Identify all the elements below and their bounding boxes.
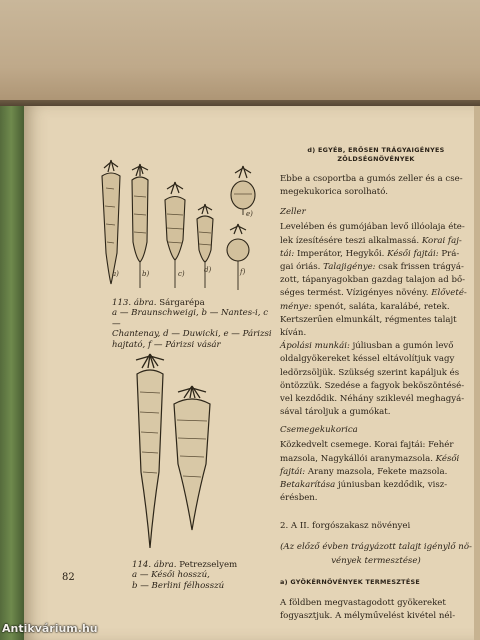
a-line-6: sával tároljuk a gumókat. [280,407,391,418]
figure-113-line-3: hajtató, f — Párizsi vásár [112,339,221,350]
label-b: b) [142,270,150,278]
a-line-1b: júliusban a gumón levő [349,341,454,352]
c-line-4a: Betakarítása [280,480,336,491]
carrot-e-illustration [228,164,258,216]
csemegekukorica-title: Csemegekukorica [280,425,358,436]
section-2-note [280,541,472,567]
figure-114-caption [132,560,262,591]
z-line-5: zott, tápanyagokban gazdag talajon ad bő- [280,275,466,286]
csemegekukorica-paragraph [280,439,472,505]
a-line-4: öntözzük. Szedése a fagyok beköszöntésé- [280,380,465,391]
c-line-2a: mazsola, Nagykállói aranymazsola. [280,453,436,464]
z-line-7a: ménye: [280,301,312,312]
figure-114-line-2: b — Berlini félhosszú [132,580,225,591]
figure-114-line-1: a — Késői hosszú, [132,570,210,581]
g-line-2: fogyasztjuk. A mélyművelést kivétel nél- [280,611,456,622]
z-line-6b: Előveté- [431,288,467,299]
c-line-1: Közkedvelt csemege. Korai fajtái: Fehér [280,440,454,451]
note-line-2: vények termesztése) [331,555,421,566]
z-line-4b: Talajigénye: [323,262,376,273]
care-paragraph [280,340,472,419]
g-line-1: A földben megvastagodott gyökereket [280,597,446,608]
z-line-3b: Imperátor, Hegykői. [294,248,388,259]
a-line-5: vel kezdődik. Néhány sziklevél meghagyá- [280,394,465,405]
z-line-4c: csak frissen trágyá- [375,262,464,273]
carrot-d-illustration [194,202,216,292]
heading-d-other-vegetables [280,146,472,164]
label-d: d) [204,266,212,274]
c-line-3b: Arany mazsola, Fekete mazsola. [305,466,448,477]
heading-line-2: ZÖLDSÉGNÖVÉNYEK [337,155,415,163]
zeller-paragraph [280,221,472,340]
z-line-3a: tái: [280,248,295,259]
heading-a-root-vegetables: a) GYÖKÉRNÖVÉNYEK TERMESZTÉSE [280,577,421,586]
figure-114-title: Petrezselyem [179,560,238,570]
label-f: f) [240,268,246,276]
figure-114-number: 114. ábra. [132,560,177,570]
z-line-3d: Prá- [438,248,460,259]
wooden-table-background [0,0,480,112]
section-2-heading: 2. A II. forgószakasz növényei [280,521,411,532]
carrot-f-illustration [224,222,252,294]
page-number: 82 [62,572,75,583]
z-line-2b: Korai faj- [421,235,462,246]
intro-line-2: megekukorica sorolható. [280,187,388,198]
z-line-9: kíván. [280,328,307,339]
intro-paragraph [280,173,472,199]
z-line-6a: séges termést. Vízigényes növény. [280,288,432,299]
note-line-1: (Az előző évben trágyázott talajt igénylő nö- [280,542,472,553]
c-line-4b: júniusban kezdődik, visz- [335,480,448,491]
zeller-title: Zeller [280,207,306,218]
c-line-5: érésben. [280,493,318,504]
z-line-2a: lek ízesítésére teszi alkalmassá. [280,235,422,246]
right-text-column [280,146,472,623]
z-line-8: Kertszerűen elmunkált, régmentes talajt [280,314,457,325]
parsley-b-illustration [168,384,216,534]
z-line-7b: spenót, saláta, karalábé, retek. [311,301,450,312]
c-line-2b: Késői [435,453,460,464]
figure-113-line-2: Chantenay, d — Duwicki, e — Párizsi [112,329,272,340]
parsley-a-illustration [128,352,172,552]
label-a: a) [112,270,119,278]
z-line-3c: Késői fajtái: [387,248,439,259]
z-line-4a: gai óriás. [280,262,324,273]
figure-113-caption [112,298,272,350]
watermark-logo: Antikvárium.hu [2,622,98,635]
a-line-2: oldalgyökereket késsel eltávolítjuk vagy [280,354,455,365]
page-edge [474,106,480,640]
c-line-3a: fajtái: [280,466,306,477]
a-line-1a: Ápolási munkái: [280,341,350,352]
a-line-3: ledörzsöljük. Szükség szerint kapáljuk és [280,367,460,378]
root-vegetables-paragraph [280,597,472,623]
carrot-a-illustration [98,158,124,288]
heading-line-1: d) EGYÉB, ERŐSEN TRÁGYAIGÉNYES [307,146,445,154]
figure-113-line-1: a — Braunschweigi, b — Nantes-i, c — [112,308,269,329]
label-e: e) [246,210,253,218]
z-line-1: Levelében és gumójában levő illóolaja éte- [280,222,465,233]
figure-113-number: 113. ábra. [112,298,157,308]
figure-113-title: Sárgarépa [159,298,205,308]
label-c: c) [178,270,185,278]
intro-line-1: Ebbe a csoportba a gumós zeller és a cse- [280,174,463,184]
